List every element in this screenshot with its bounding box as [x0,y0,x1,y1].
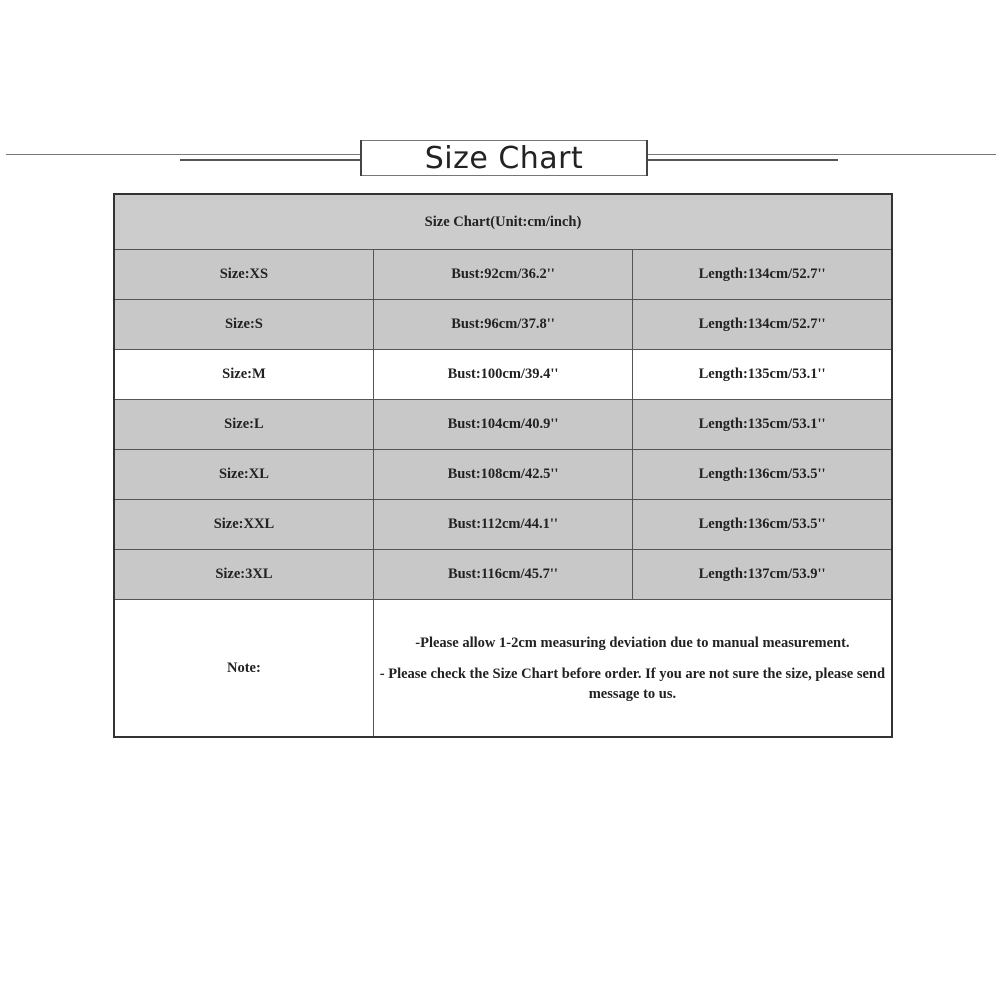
note-line-deviation: -Please allow 1-2cm measuring deviation due to manual measurement. [415,634,850,651]
length-cell: Length:134cm/52.7'' [633,250,892,300]
table-row [114,550,892,600]
length-cell: Length:135cm/53.1'' [633,350,892,400]
header-rule-right-inner [648,159,838,161]
length-cell: Length:136cm/53.5'' [633,500,892,550]
table-row [114,500,892,550]
size-cell: Size:XS [114,250,373,300]
note-content [373,600,892,738]
table-row [114,250,892,300]
size-chart-table [113,193,893,738]
size-cell: Size:3XL [114,550,373,600]
size-cell: Size:L [114,400,373,450]
header-rule-left [6,154,362,155]
length-cell: Length:137cm/53.9'' [633,550,892,600]
table-row [114,350,892,400]
title-frame [360,140,648,176]
table-header: Size Chart(Unit:cm/inch) [114,194,892,250]
length-cell: Length:134cm/52.7'' [633,300,892,350]
table-row [114,450,892,500]
header-rule-left-inner [180,159,362,161]
bust-cell: Bust:108cm/42.5'' [373,450,632,500]
bust-cell: Bust:92cm/36.2'' [373,250,632,300]
bust-cell: Bust:96cm/37.8'' [373,300,632,350]
table-row [114,400,892,450]
size-cell: Size:XXL [114,500,373,550]
page-title: Size Chart [424,140,584,176]
size-cell: Size:XL [114,450,373,500]
bust-cell: Bust:116cm/45.7'' [373,550,632,600]
length-cell: Length:135cm/53.1'' [633,400,892,450]
note-line-check: - Please check the Size Chart before order. If you are not sure the size, please send message to us. [379,665,886,702]
size-cell: Size:S [114,300,373,350]
length-cell: Length:136cm/53.5'' [633,450,892,500]
bust-cell: Bust:112cm/44.1'' [373,500,632,550]
table-header-row [114,194,892,250]
table-row [114,300,892,350]
bust-cell: Bust:100cm/39.4'' [373,350,632,400]
size-cell: Size:M [114,350,373,400]
header-rule-right [648,154,996,155]
note-row [114,600,892,738]
bust-cell: Bust:104cm/40.9'' [373,400,632,450]
note-label: Note: [114,600,373,738]
